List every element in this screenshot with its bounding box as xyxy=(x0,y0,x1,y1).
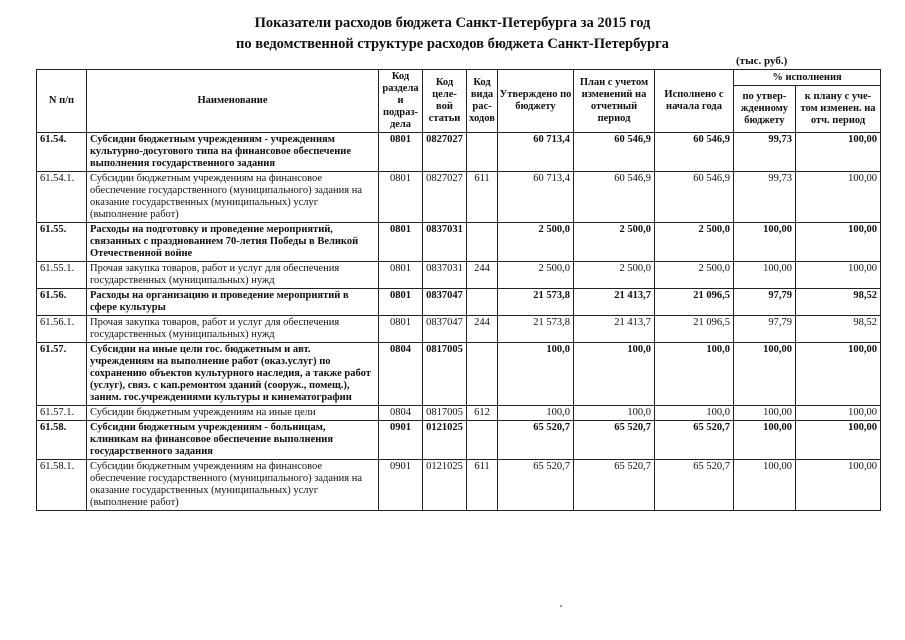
row-section-code: 0804 xyxy=(379,343,423,406)
row-section-code: 0801 xyxy=(379,223,423,262)
row-plan: 60 546,9 xyxy=(574,172,655,223)
row-pct-budget: 100,00 xyxy=(734,406,796,421)
row-pct-plan: 100,00 xyxy=(796,133,881,172)
row-section-code: 0801 xyxy=(379,289,423,316)
row-expense-code xyxy=(467,289,498,316)
row-approved: 65 520,7 xyxy=(498,421,574,460)
row-pct-budget: 100,00 xyxy=(734,421,796,460)
table-row xyxy=(37,343,881,406)
row-executed: 100,0 xyxy=(655,406,734,421)
col-header-num: N п/п xyxy=(37,70,87,133)
row-article-code: 0837031 xyxy=(423,223,467,262)
row-executed: 65 520,7 xyxy=(655,460,734,511)
row-expense-code: 612 xyxy=(467,406,498,421)
row-expense-code xyxy=(467,343,498,406)
scan-speck xyxy=(560,605,562,607)
row-approved: 60 713,4 xyxy=(498,172,574,223)
row-name: Прочая закупка товаров, работ и услуг для обеспечения государственных (муниципальных) нужд xyxy=(87,316,379,343)
row-executed: 21 096,5 xyxy=(655,316,734,343)
row-plan: 21 413,7 xyxy=(574,316,655,343)
table-row xyxy=(37,262,881,289)
col-header-section: Код раздела и подраз-дела xyxy=(379,70,423,133)
row-pct-budget: 100,00 xyxy=(734,262,796,289)
row-section-code: 0801 xyxy=(379,172,423,223)
row-pct-plan: 100,00 xyxy=(796,343,881,406)
row-executed: 65 520,7 xyxy=(655,421,734,460)
row-number: 61.55.1. xyxy=(37,262,87,289)
row-article-code: 0837047 xyxy=(423,289,467,316)
col-header-plan: План с учетом изменений на отчетный период xyxy=(574,70,655,133)
row-pct-budget: 97,79 xyxy=(734,289,796,316)
row-plan: 100,0 xyxy=(574,406,655,421)
row-plan: 65 520,7 xyxy=(574,460,655,511)
row-pct-plan: 100,00 xyxy=(796,262,881,289)
row-expense-code: 611 xyxy=(467,460,498,511)
row-pct-plan: 100,00 xyxy=(796,223,881,262)
row-article-code: 0827027 xyxy=(423,133,467,172)
row-expense-code: 244 xyxy=(467,262,498,289)
row-article-code: 0817005 xyxy=(423,406,467,421)
col-header-name: Наименование xyxy=(87,70,379,133)
row-pct-budget: 99,73 xyxy=(734,172,796,223)
row-number: 61.54.1. xyxy=(37,172,87,223)
col-header-article: Код целе-вой статьи xyxy=(423,70,467,133)
col-header-expense: Код вида рас-ходов xyxy=(467,70,498,133)
row-name: Субсидии бюджетным учреждениям на финансовое обеспечение государственного (муниципального) задания на оказание государственных (муниципальных) услуг (выполнение работ) xyxy=(87,460,379,511)
row-pct-budget: 99,73 xyxy=(734,133,796,172)
row-name: Расходы на подготовку и проведение мероприятий, связанных с празднованием 70-летия Победы в Великой Отечественной войне xyxy=(87,223,379,262)
report-title: Показатели расходов бюджета Санкт-Петербурга за 2015 год xyxy=(254,15,651,31)
row-name: Субсидии бюджетным учреждениям на финансовое обеспечение государственного (муниципального) задания на оказание государственных (муниципальных) услуг (выполнение работ) xyxy=(87,172,379,223)
row-expense-code xyxy=(467,133,498,172)
row-number: 61.58.1. xyxy=(37,460,87,511)
row-pct-plan: 98,52 xyxy=(796,289,881,316)
row-number: 61.54. xyxy=(37,133,87,172)
row-approved: 65 520,7 xyxy=(498,460,574,511)
row-expense-code xyxy=(467,223,498,262)
row-pct-plan: 100,00 xyxy=(796,172,881,223)
budget-table xyxy=(36,69,881,511)
row-executed: 2 500,0 xyxy=(655,223,734,262)
row-section-code: 0801 xyxy=(379,133,423,172)
table-row xyxy=(37,223,881,262)
row-article-code: 0837031 xyxy=(423,262,467,289)
col-header-approved: Утверждено по бюджету xyxy=(498,70,574,133)
table-row xyxy=(37,289,881,316)
row-approved: 21 573,8 xyxy=(498,316,574,343)
table-row xyxy=(37,421,881,460)
row-pct-budget: 100,00 xyxy=(734,223,796,262)
row-approved: 2 500,0 xyxy=(498,223,574,262)
row-section-code: 0901 xyxy=(379,421,423,460)
row-name: Субсидии бюджетным учреждениям - больницам, клиникам на финансовое обеспечение выполнения государственного задания xyxy=(87,421,379,460)
units-label: (тыс. руб.) xyxy=(736,55,788,67)
row-plan: 60 546,9 xyxy=(574,133,655,172)
row-article-code: 0817005 xyxy=(423,343,467,406)
row-pct-plan: 100,00 xyxy=(796,460,881,511)
row-plan: 65 520,7 xyxy=(574,421,655,460)
table-row xyxy=(37,406,881,421)
row-plan: 100,0 xyxy=(574,343,655,406)
row-plan: 2 500,0 xyxy=(574,223,655,262)
row-pct-plan: 98,52 xyxy=(796,316,881,343)
row-expense-code: 611 xyxy=(467,172,498,223)
row-number: 61.57. xyxy=(37,343,87,406)
row-section-code: 0801 xyxy=(379,262,423,289)
row-executed: 2 500,0 xyxy=(655,262,734,289)
row-plan: 21 413,7 xyxy=(574,289,655,316)
row-pct-budget: 100,00 xyxy=(734,343,796,406)
row-approved: 2 500,0 xyxy=(498,262,574,289)
row-section-code: 0801 xyxy=(379,316,423,343)
row-pct-budget: 97,79 xyxy=(734,316,796,343)
row-number: 61.55. xyxy=(37,223,87,262)
row-number: 61.56.1. xyxy=(37,316,87,343)
row-article-code: 0121025 xyxy=(423,460,467,511)
col-header-pct-budget: по утвер-жденному бюджету xyxy=(734,86,796,133)
row-name: Расходы на организацию и проведение мероприятий в сфере культуры xyxy=(87,289,379,316)
row-executed: 100,0 xyxy=(655,343,734,406)
col-header-executed: Исполнено с начала года xyxy=(655,70,734,133)
row-article-code: 0121025 xyxy=(423,421,467,460)
row-number: 61.56. xyxy=(37,289,87,316)
table-row xyxy=(37,172,881,223)
row-approved: 100,0 xyxy=(498,406,574,421)
table-body xyxy=(37,133,881,511)
row-expense-code: 244 xyxy=(467,316,498,343)
row-pct-plan: 100,00 xyxy=(796,406,881,421)
row-expense-code xyxy=(467,421,498,460)
row-section-code: 0901 xyxy=(379,460,423,511)
row-name: Субсидии бюджетным учреждениям - учреждениям культурно-досугового типа на финансовое обеспечение выполнения государственного задания xyxy=(87,133,379,172)
row-number: 61.57.1. xyxy=(37,406,87,421)
row-number: 61.58. xyxy=(37,421,87,460)
row-approved: 60 713,4 xyxy=(498,133,574,172)
report-subtitle: по ведомственной структуре расходов бюджета Санкт-Петербурга xyxy=(236,36,669,52)
row-article-code: 0837047 xyxy=(423,316,467,343)
table-row xyxy=(37,133,881,172)
row-name: Субсидии бюджетным учреждениям на иные цели xyxy=(87,406,379,421)
row-pct-budget: 100,00 xyxy=(734,460,796,511)
row-approved: 21 573,8 xyxy=(498,289,574,316)
row-executed: 60 546,9 xyxy=(655,172,734,223)
table-row xyxy=(37,460,881,511)
row-pct-plan: 100,00 xyxy=(796,421,881,460)
row-executed: 21 096,5 xyxy=(655,289,734,316)
row-approved: 100,0 xyxy=(498,343,574,406)
row-plan: 2 500,0 xyxy=(574,262,655,289)
row-section-code: 0804 xyxy=(379,406,423,421)
col-header-percent: % исполнения xyxy=(734,70,881,86)
row-article-code: 0827027 xyxy=(423,172,467,223)
row-name: Прочая закупка товаров, работ и услуг для обеспечения государственных (муниципальных) нужд xyxy=(87,262,379,289)
table-row xyxy=(37,316,881,343)
col-header-pct-plan: к плану с уче-том изменен. на отч. период xyxy=(796,86,881,133)
row-name: Субсидии на иные цели гос. бюджетным и авт. учреждениям на выполнение работ (оказ.услуг) по сохранению объектов культурного наследия, а также работ (услуг), связ. с кап.ремонтом зданий (сооруж., помещ.), заним. гос.учреждениями культуры и кинематографии xyxy=(87,343,379,406)
row-executed: 60 546,9 xyxy=(655,133,734,172)
